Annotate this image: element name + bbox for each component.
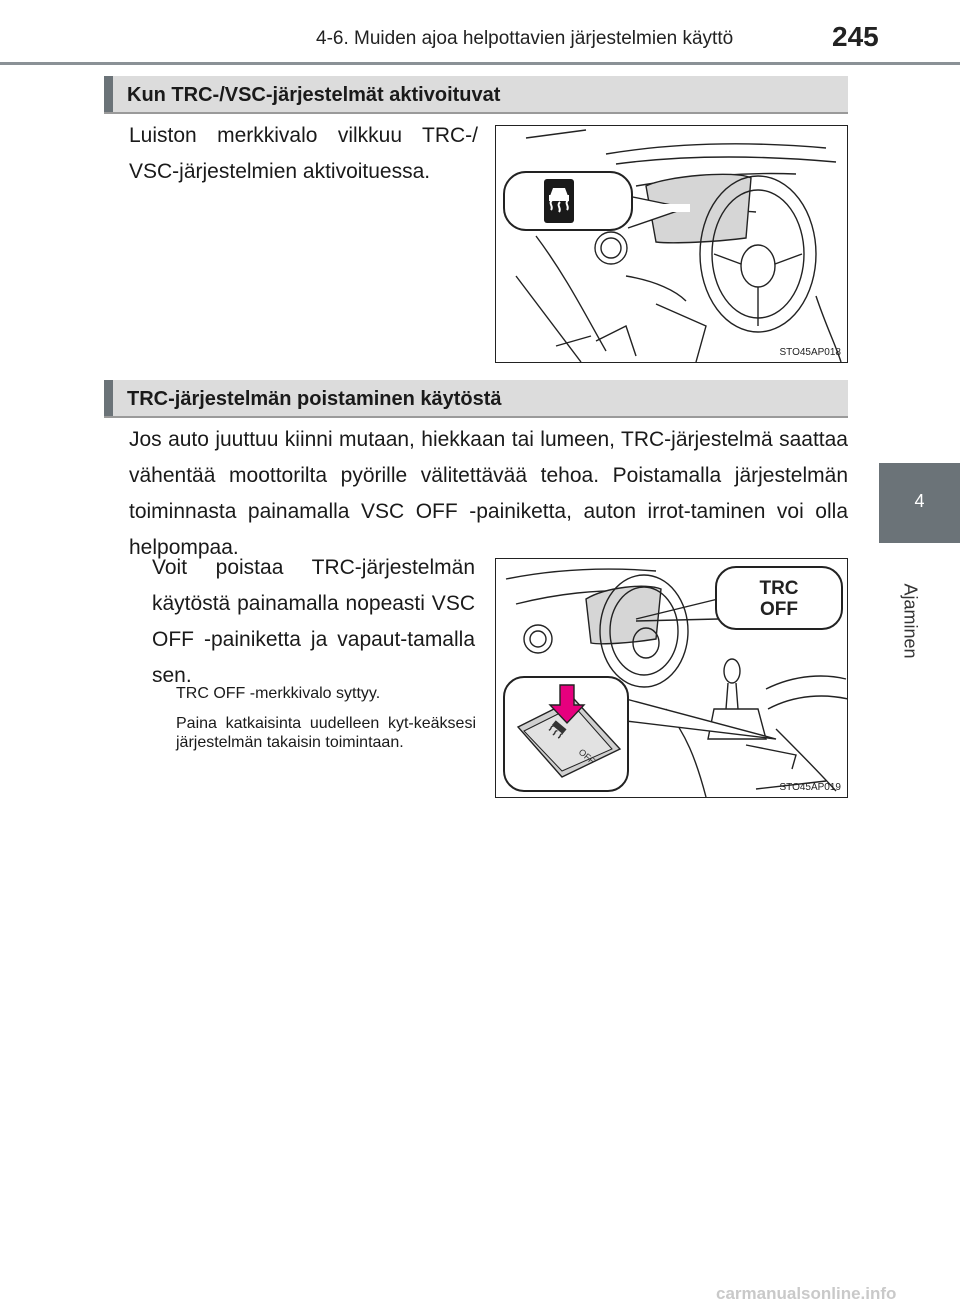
- vsc-off-button-figure: [495, 558, 848, 798]
- section-2-step: Voit poistaa TRC-järjestelmän käytöstä painamalla nopeasti VSC OFF -painiketta ja vapaut-tamalla sen.: [152, 556, 475, 687]
- figure-code: STO45AP018: [779, 347, 841, 358]
- figure-code: STO45AP019: [779, 782, 841, 793]
- dashboard-indicator-figure: [495, 125, 848, 363]
- console-illustration: [496, 559, 848, 798]
- chapter-label-text: Ajaminen: [900, 583, 921, 659]
- section-heading-text: Kun TRC-/VSC-järjestelmät aktivoituvat: [127, 84, 501, 106]
- section-heading-trc-disable: [104, 380, 848, 418]
- chapter-label: [895, 566, 925, 676]
- skid-indicator-icon: [544, 179, 574, 223]
- page-number: 245: [832, 21, 879, 52]
- section-heading-text: TRC-järjestelmän poistaminen käytöstä: [127, 388, 502, 410]
- header-divider: [0, 62, 960, 65]
- running-header: 4-6. Muiden ajoa helpottavien järjestelmien käyttö: [316, 28, 734, 49]
- dashboard-illustration: [496, 126, 848, 363]
- section-heading-trc-vsc-activation: [104, 76, 848, 114]
- button-off-label: OFF: [576, 746, 597, 767]
- chapter-number: 4: [914, 491, 925, 511]
- note-indicator-lights: TRC OFF -merkkivalo syttyy.: [176, 685, 381, 702]
- chapter-tab: [879, 463, 960, 543]
- note-press-again: Paina katkaisinta uudelleen kyt-keäksesi järjestelmän takaisin toimintaan.: [176, 715, 476, 751]
- trc-off-callout-line2: OFF: [760, 599, 798, 620]
- section-2-intro: Jos auto juuttuu kiinni mutaan, hiekkaan tai lumeen, TRC-järjestelmä saattaa vähentää moottorilta pyörille välitettävää tehoa. Poistamalla järjestelmän toiminnasta painamalla VSC OFF -painiketta, auton irrot-taminen voi olla helpompaa.: [129, 428, 848, 559]
- watermark: carmanualsonline.info: [716, 1284, 897, 1303]
- trc-off-callout-line1: TRC: [759, 578, 799, 599]
- section-1-text: Luiston merkkivalo vilkkuu TRC-/ VSC-järjestelmien aktivoituessa.: [129, 124, 478, 183]
